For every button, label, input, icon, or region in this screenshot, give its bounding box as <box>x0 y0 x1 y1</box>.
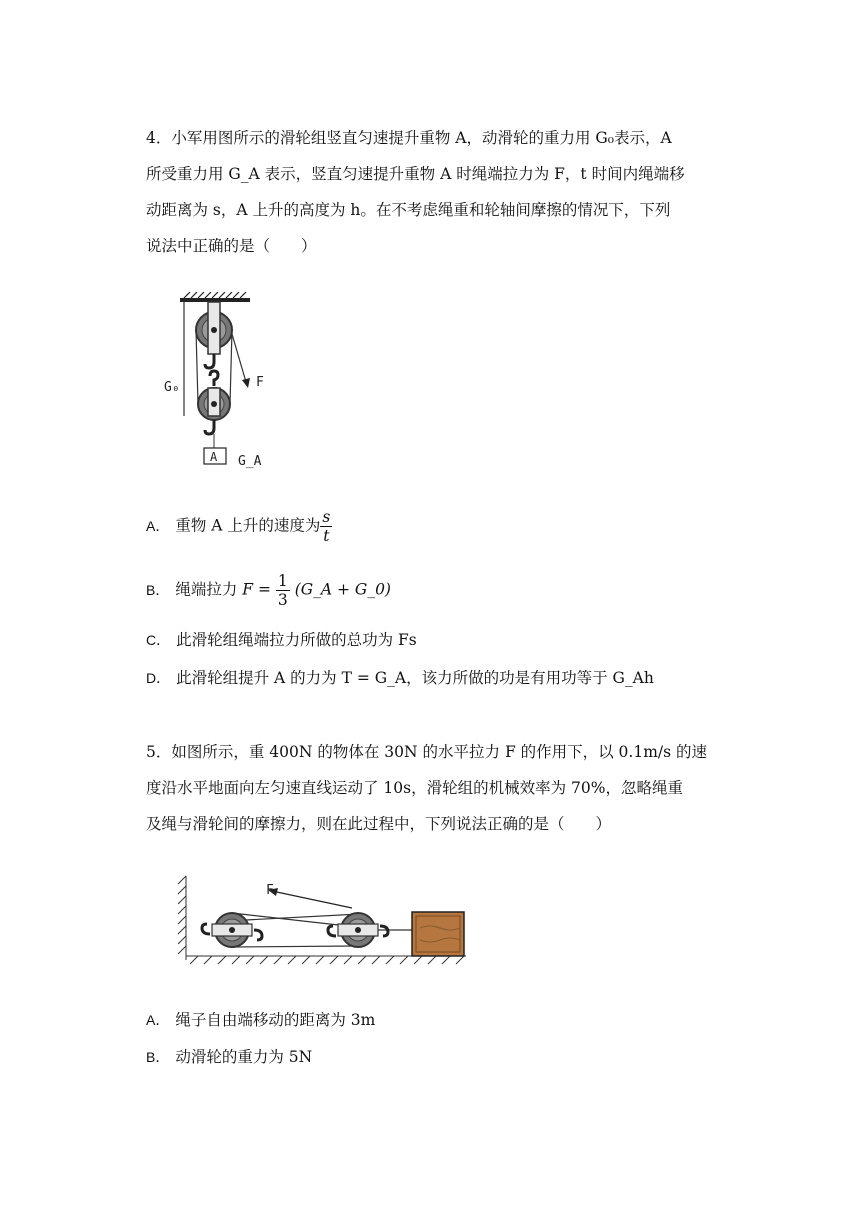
fixed-pulley <box>196 302 232 354</box>
speed-fraction: $\frac{s}{t}$ <box>322 508 331 545</box>
wall-hook <box>202 924 210 934</box>
q5-option-b[interactable]: B． 动滑轮的重力为 5N <box>146 1048 313 1066</box>
q5-line-2: 度沿水平地面向左匀速直线运动了 10s，滑轮组的机械效率为 70%，忽略绳重 <box>146 779 683 797</box>
force-arrowhead <box>242 378 250 388</box>
moving-pulley <box>198 388 230 420</box>
q4-option-d[interactable]: D． 此滑轮组提升 A 的力为 T = G_A，该力所做的功是有用功等于 G_Ah <box>146 669 654 687</box>
wooden-block <box>412 912 464 956</box>
q4-line-3: 动距离为 s，A 上升的高度为 h。在不考虑绳重和轮轴间摩擦的情况下，下列 <box>146 201 671 219</box>
ground-hatch <box>186 956 466 964</box>
q5-pulley-figure <box>176 870 472 970</box>
q4-option-c[interactable]: C． 此滑轮组绳端拉力所做的总功为 Fs <box>146 631 417 649</box>
fixed-hook <box>205 354 214 368</box>
g0-label: G₀ <box>164 380 180 395</box>
fixed-right-hook <box>254 930 262 940</box>
q4-number: 4． <box>146 129 172 147</box>
q5-number: 5． <box>146 743 172 761</box>
q4-stem <box>146 120 721 264</box>
q4-option-b[interactable]: B． 绳端拉力 F = $\frac{1}{3}$ (G_A + G_0) <box>146 572 391 609</box>
moving-top-hook <box>210 371 218 386</box>
one-third-fraction: $\frac{1}{3}$ <box>277 572 288 609</box>
q5-stem <box>146 734 721 842</box>
moving-right-hook <box>380 926 388 936</box>
moving-bottom-hook <box>205 420 214 434</box>
moving-left-hook <box>328 926 336 936</box>
f-label-2: F <box>266 883 274 898</box>
ga-label: G_A <box>238 454 262 469</box>
q5-line-1: 5．如图所示，重 400N 的物体在 30N 的水平拉力 F 的作用下，以 0.1m/s 的速 <box>146 743 708 761</box>
q4-line-1: 4．小军用图所示的滑轮组竖直匀速提升重物 A，动滑轮的重力用 G₀表示，A <box>146 129 672 147</box>
ceiling-hatch <box>180 292 250 302</box>
q4-line-2: 所受重力用 G_A 表示，竖直匀速提升重物 A 时绳端拉力为 F，t 时间内绳端移 <box>146 165 685 183</box>
moving-pulley-horizontal <box>338 913 378 947</box>
wall-hatch <box>178 876 186 960</box>
q4-pulley-figure <box>160 292 290 477</box>
q5-option-a[interactable]: A． 绳子自由端移动的距离为 3m <box>146 1011 376 1029</box>
force-line <box>272 891 352 908</box>
q5-line-3: 及绳与滑轮间的摩擦力，则在此过程中，下列说法正确的是（ ） <box>146 815 612 833</box>
fixed-pulley-horizontal <box>212 913 252 947</box>
block-a-label: A <box>210 450 218 464</box>
q4-line-4: 说法中正确的是（ ） <box>146 237 317 255</box>
f-label: F <box>256 375 264 390</box>
q4-option-a[interactable]: A． 重物 A 上升的速度为 $\frac{s}{t}$ <box>146 508 331 545</box>
